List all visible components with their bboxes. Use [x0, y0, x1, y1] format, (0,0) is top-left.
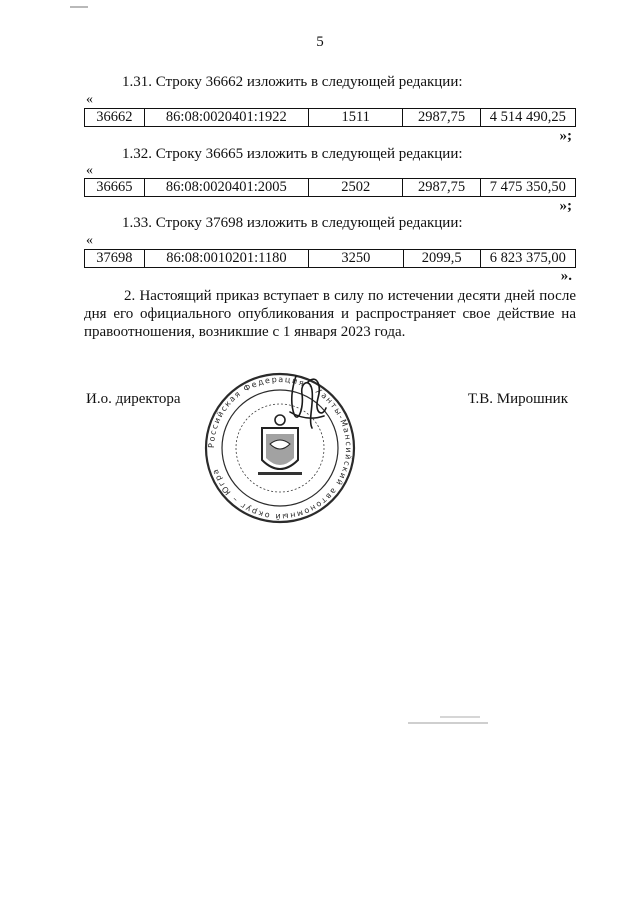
scan-artifact — [440, 716, 480, 718]
area-value: 1511 — [308, 109, 402, 127]
table-row — [85, 250, 576, 268]
open-quote: « — [86, 233, 93, 248]
open-quote: « — [86, 163, 93, 178]
replacement-row-table — [84, 249, 576, 268]
close-quote: ». — [560, 268, 572, 284]
table-row — [85, 109, 576, 127]
cadastral-number: 86:08:0010201:1180 — [144, 250, 308, 268]
unit-value: 2987,75 — [403, 109, 480, 127]
seal-legend: Российская Федерация · Ханты-Мансийский автономный округ – Югра — [206, 374, 354, 522]
area-value: 3250 — [309, 250, 404, 268]
effective-date-paragraph — [84, 287, 576, 341]
unit-value: 2099,5 — [403, 250, 480, 268]
page-number: 5 — [316, 34, 324, 50]
total-value: 7 475 350,50 — [480, 179, 575, 197]
total-value: 6 823 375,00 — [480, 250, 575, 268]
close-quote: »; — [559, 128, 572, 144]
item-heading: 1.33. Строку 37698 изложить в следующей редакции: — [122, 215, 463, 231]
scan-artifact — [70, 6, 88, 8]
row-number: 37698 — [85, 250, 145, 268]
unit-value: 2987,75 — [403, 179, 480, 197]
replacement-row-table — [84, 178, 576, 197]
replacement-row-table — [84, 108, 576, 127]
cadastral-number: 86:08:0020401:1922 — [144, 109, 308, 127]
close-quote: »; — [559, 198, 572, 214]
item-heading: 1.32. Строку 36665 изложить в следующей редакции: — [122, 146, 463, 162]
scan-artifact — [408, 722, 488, 724]
area-value: 2502 — [308, 179, 403, 197]
row-number: 36665 — [85, 179, 145, 197]
open-quote: « — [86, 92, 93, 107]
coat-of-arms-icon — [258, 415, 302, 475]
table-row — [85, 179, 576, 197]
signer-title: И.о. директора — [86, 391, 181, 407]
official-seal-icon — [200, 368, 360, 528]
total-value: 4 514 490,25 — [480, 109, 575, 127]
item-heading: 1.31. Строку 36662 изложить в следующей редакции: — [122, 74, 463, 90]
row-number: 36662 — [85, 109, 145, 127]
cadastral-number: 86:08:0020401:2005 — [144, 179, 308, 197]
paragraph-text: 2. Настоящий приказ вступает в силу по истечении десяти дней после дня его официального опубликования и распространяет свое действие на правоотношения, возникшие с 1 января 2023 года. — [84, 288, 576, 340]
signer-name: Т.В. Мирошник — [467, 391, 568, 407]
